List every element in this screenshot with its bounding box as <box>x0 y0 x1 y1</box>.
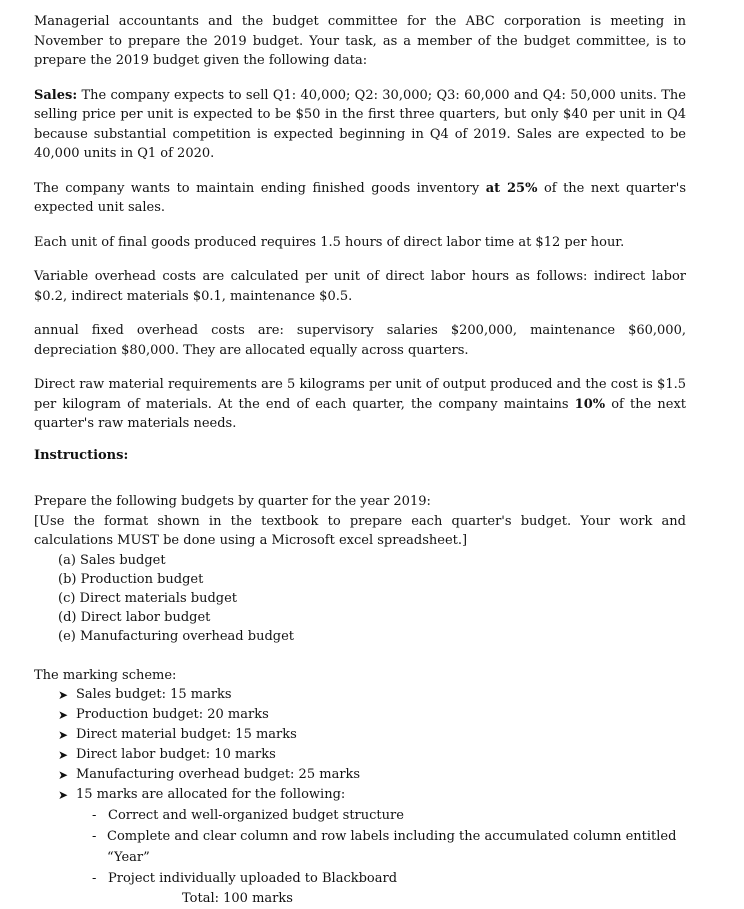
variable-overhead-paragraph: Variable overhead costs are calculated per unit of direct labor hours as follows: indirect labor $0.2, indirect materials $0.1, maintenance $0.5. <box>34 269 686 304</box>
list-item <box>34 765 686 785</box>
budget-list <box>34 551 686 646</box>
list-item: (d) Direct labor budget <box>58 609 211 625</box>
format-note: [Use the format shown in the textbook to prepare each quarter's budget. Your work and calculations MUST be done using a Microsoft excel spreadsheet.] <box>34 513 686 548</box>
arrow-bullet-icon: ➤ <box>58 768 69 782</box>
sub-marking-list <box>34 805 686 889</box>
materials-text-end: of the next quarter's raw materials needs. <box>34 396 687 431</box>
labor-paragraph: Each unit of final goods produced requires 1.5 hours of direct labor time at $12 per hour. <box>34 234 625 250</box>
list-item <box>34 805 686 826</box>
inventory-paragraph <box>34 179 686 218</box>
marking-list <box>34 685 686 805</box>
mark-text: Production budget: 20 marks <box>76 707 269 722</box>
list-item: (e) Manufacturing overhead budget <box>58 628 295 644</box>
list-item <box>34 745 686 765</box>
prepare-line: Prepare the following budgets by quarter for the year 2019: <box>34 494 431 509</box>
inventory-text-end: of the next quarter's expected unit sales. <box>34 180 686 215</box>
dash-bullet-icon: - <box>92 808 97 823</box>
list-item <box>34 868 686 889</box>
sales-label: Sales: <box>34 87 78 103</box>
instructions-heading: Instructions: <box>34 447 129 463</box>
sales-paragraph <box>34 86 686 164</box>
list-item <box>34 785 686 805</box>
materials-text: Direct raw material requirements are 5 kilograms per unit of output produced and the cost is $1.5 per kilogram of materials. At the end of each quarter, the company maintains <box>34 377 686 412</box>
total-marks: Total: 100 marks <box>182 891 293 906</box>
dash-bullet-icon: - <box>92 829 97 844</box>
mark-text: Direct material budget: 15 marks <box>76 727 297 742</box>
list-item: (a) Sales budget <box>58 552 166 568</box>
dash-bullet-icon: - <box>92 871 97 886</box>
materials-paragraph <box>34 375 686 434</box>
list-item <box>34 725 686 745</box>
sub-mark-text: Correct and well-organized budget structure <box>108 808 404 823</box>
materials-rate: 10% <box>574 396 606 412</box>
list-item: (b) Production budget <box>58 571 204 587</box>
arrow-bullet-icon: ➤ <box>58 728 69 742</box>
arrow-bullet-icon: ➤ <box>58 748 69 762</box>
arrow-bullet-icon: ➤ <box>58 788 69 802</box>
mark-text: Direct labor budget: 10 marks <box>76 747 276 762</box>
mark-text: Sales budget: 15 marks <box>76 687 232 702</box>
inventory-rate: at 25% <box>485 180 538 196</box>
list-item <box>34 826 686 868</box>
mark-text: Manufacturing overhead budget: 25 marks <box>76 767 361 782</box>
marking-heading: The marking scheme: <box>34 667 177 683</box>
list-item <box>34 705 686 725</box>
intro-paragraph: Managerial accountants and the budget committee for the ABC corporation is meeting in November to prepare the 2019 budget. Your task, as a member of the budget committee, is to prepare the 2019 budget given the following data: <box>34 14 686 68</box>
sales-text: The company expects to sell Q1: 40,000; Q2: 30,000; Q3: 60,000 and Q4: 50,000 units. The selling price per unit is expected to be $50 in the first three quarters, but only $40 per unit in Q4 because substantial competition is expected beginning in Q4 of 2019. Sales are expected to be 40,000 units in Q1 of 2020. <box>34 87 686 161</box>
sub-mark-text: Project individually uploaded to Blackboard <box>108 871 398 886</box>
arrow-bullet-icon: ➤ <box>58 708 69 722</box>
list-item <box>34 685 686 705</box>
mark-text: 15 marks are allocated for the following: <box>76 787 346 802</box>
fixed-overhead-paragraph: annual fixed overhead costs are: supervisory salaries $200,000, maintenance $60,000, depreciation $80,000. They are allocated equally across quarters. <box>34 323 686 358</box>
sub-mark-text: Complete and clear column and row labels including the accumulated column entitled “Year” <box>107 829 677 865</box>
arrow-bullet-icon: ➤ <box>58 688 69 702</box>
inventory-text: The company wants to maintain ending finished goods inventory <box>34 180 486 196</box>
list-item: (c) Direct materials budget <box>58 590 238 606</box>
